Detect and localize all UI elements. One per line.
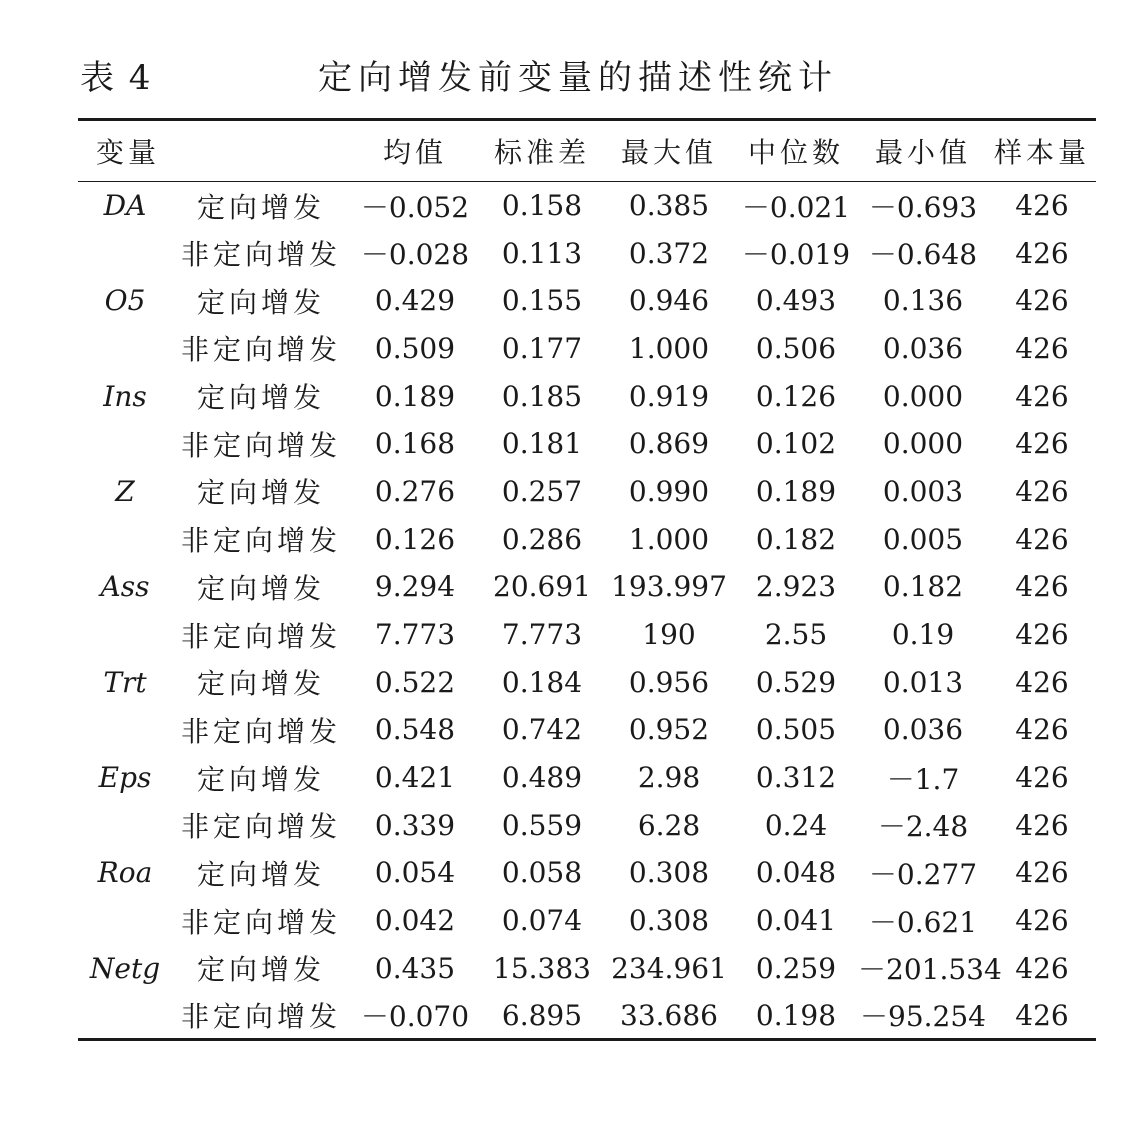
cell-group: 非定向增发	[180, 810, 341, 844]
cell-median: 0.506	[755, 331, 837, 365]
cell-sample-size: 426	[1015, 713, 1069, 747]
cell-group: 非定向增发	[180, 333, 341, 367]
cell-sample-size: 426	[1015, 427, 1069, 461]
cell-median: 0.24	[764, 808, 828, 842]
cell-median: 0.259	[755, 951, 837, 985]
cell-max: 190	[642, 618, 696, 652]
cell-mean: －0.070	[350, 992, 480, 1040]
cell-min: 0.003	[882, 474, 964, 508]
table-row	[78, 515, 1096, 563]
cell-median: 0.182	[755, 522, 837, 556]
cell-std: 0.257	[501, 474, 583, 508]
cell-min: 0.036	[882, 713, 964, 747]
table-row	[78, 277, 1096, 325]
cell-variable	[78, 229, 172, 277]
cell-std: 0.185	[501, 379, 583, 413]
cell-std: 0.742	[501, 713, 583, 747]
cell-min: 0.19	[891, 618, 955, 652]
table-row	[78, 372, 1096, 420]
cell-max: 0.990	[628, 474, 710, 508]
cell-group: 非定向增发	[180, 238, 341, 272]
cell-group: 非定向增发	[172, 992, 350, 1040]
cell-variable: Roa	[97, 856, 153, 890]
cell-max: 0.385	[628, 189, 710, 223]
cell-variable: Ins	[103, 379, 147, 413]
cell-min: －2.48	[877, 810, 969, 844]
cell-max: 0.308	[628, 856, 710, 890]
cell-variable	[78, 611, 172, 659]
table-row	[78, 229, 1096, 277]
cell-group: 定向增发	[196, 190, 325, 224]
cell-mean: 7.773	[374, 618, 456, 652]
cell-mean: 0.189	[374, 379, 456, 413]
cell-std: 0.184	[501, 665, 583, 699]
cell-median: 0.505	[755, 713, 837, 747]
header-sample-size: 样本量	[988, 120, 1096, 182]
cell-mean: 0.435	[374, 951, 456, 985]
cell-group: 定向增发	[196, 953, 325, 987]
cell-median: 0.198	[734, 992, 858, 1040]
cell-group: 非定向增发	[180, 428, 341, 462]
cell-group: 定向增发	[196, 762, 325, 796]
header-max: 最大值	[604, 120, 734, 182]
cell-min: －0.648	[868, 238, 978, 272]
cell-sample-size: 426	[1015, 570, 1069, 604]
cell-variable	[78, 515, 172, 563]
cell-max: 0.952	[628, 713, 710, 747]
table-row	[78, 801, 1096, 849]
cell-max: 0.372	[628, 236, 710, 270]
cell-group: 定向增发	[196, 667, 325, 701]
table-row	[78, 945, 1096, 993]
table-row	[78, 420, 1096, 468]
cell-max: 0.956	[628, 665, 710, 699]
cell-max: 1.000	[628, 331, 710, 365]
cell-median: 0.126	[755, 379, 837, 413]
cell-std: 0.058	[501, 856, 583, 890]
cell-sample-size: 426	[988, 992, 1096, 1040]
header-mean: 均值	[350, 120, 480, 182]
cell-min: －95.254	[858, 992, 988, 1040]
table-row	[78, 611, 1096, 659]
cell-variable: Netg	[89, 951, 161, 985]
cell-sample-size: 426	[1015, 284, 1069, 318]
cell-variable	[78, 992, 172, 1040]
cell-variable	[78, 420, 172, 468]
cell-group: 非定向增发	[180, 619, 341, 653]
cell-min: 0.036	[882, 331, 964, 365]
cell-std: 0.286	[501, 522, 583, 556]
header-median: 中位数	[734, 120, 858, 182]
cell-variable: Eps	[98, 761, 152, 795]
cell-max: 1.000	[628, 522, 710, 556]
cell-sample-size: 426	[1015, 761, 1069, 795]
cell-mean: －0.052	[360, 190, 470, 224]
cell-sample-size: 426	[1015, 856, 1069, 890]
header-variable: 变量	[78, 120, 172, 182]
cell-max: 0.946	[628, 284, 710, 318]
table-row	[78, 325, 1096, 373]
table-number: 表 4	[80, 58, 153, 98]
cell-sample-size: 426	[1015, 618, 1069, 652]
table-row	[78, 992, 1096, 1040]
descriptive-statistics-table	[78, 118, 1096, 1041]
cell-median: 2.55	[764, 618, 828, 652]
cell-std: 15.383	[493, 951, 591, 985]
table-row	[78, 658, 1096, 706]
cell-variable	[78, 325, 172, 373]
cell-mean: 9.294	[374, 570, 456, 604]
cell-sample-size: 426	[1015, 331, 1069, 365]
cell-max: 0.919	[628, 379, 710, 413]
cell-group: 定向增发	[196, 381, 325, 415]
cell-variable: Z	[115, 474, 135, 508]
cell-variable: DA	[103, 189, 147, 223]
cell-sample-size: 426	[1015, 665, 1069, 699]
cell-variable: Ass	[100, 570, 150, 604]
cell-mean: 0.126	[374, 522, 456, 556]
cell-mean: －0.028	[360, 238, 470, 272]
cell-group: 非定向增发	[180, 524, 341, 558]
cell-std: 0.074	[501, 904, 583, 938]
cell-sample-size: 426	[1015, 951, 1069, 985]
cell-group: 非定向增发	[180, 905, 341, 939]
cell-sample-size: 426	[1015, 522, 1069, 556]
table-row	[78, 563, 1096, 611]
cell-variable: O5	[104, 284, 146, 318]
table-caption	[0, 44, 1143, 104]
cell-mean: 0.042	[374, 904, 456, 938]
cell-group: 非定向增发	[180, 714, 341, 748]
cell-max: 33.686	[604, 992, 734, 1040]
cell-group: 定向增发	[196, 285, 325, 319]
cell-min: 0.000	[882, 379, 964, 413]
cell-min: －0.621	[868, 905, 978, 939]
cell-median: 0.493	[755, 284, 837, 318]
cell-median: 0.102	[755, 427, 837, 461]
header-min: 最小值	[858, 120, 988, 182]
table-body	[78, 182, 1096, 1040]
cell-max: 6.28	[637, 808, 701, 842]
header-group	[172, 120, 350, 182]
cell-mean: 0.429	[374, 284, 456, 318]
header-std: 标准差	[480, 120, 604, 182]
cell-std: 0.489	[501, 761, 583, 795]
cell-std: 0.155	[501, 284, 583, 318]
cell-min: －1.7	[886, 762, 960, 796]
cell-group: 定向增发	[196, 857, 325, 891]
table-row	[78, 897, 1096, 945]
cell-std: 0.181	[501, 427, 583, 461]
cell-mean: 0.168	[374, 427, 456, 461]
cell-max: 2.98	[637, 761, 701, 795]
cell-min: －0.277	[868, 857, 978, 891]
table-row	[78, 849, 1096, 897]
cell-median: 2.923	[755, 570, 837, 604]
table-row	[78, 706, 1096, 754]
cell-median: －0.021	[741, 190, 851, 224]
table-row	[78, 468, 1096, 516]
cell-variable	[78, 897, 172, 945]
cell-min: 0.136	[882, 284, 964, 318]
cell-group: 定向增发	[196, 476, 325, 510]
cell-std: 0.177	[501, 331, 583, 365]
cell-sample-size: 426	[1015, 189, 1069, 223]
table-row	[78, 182, 1096, 230]
cell-max: 0.869	[628, 427, 710, 461]
cell-min: －201.534	[858, 953, 1002, 987]
cell-sample-size: 426	[1015, 808, 1069, 842]
table-title: 定向增发前变量的描述性统计	[318, 58, 838, 98]
cell-sample-size: 426	[1015, 236, 1069, 270]
cell-sample-size: 426	[1015, 474, 1069, 508]
table-header-row	[78, 120, 1096, 182]
cell-mean: 0.548	[374, 713, 456, 747]
table-row	[78, 754, 1096, 802]
cell-median: 0.529	[755, 665, 837, 699]
cell-median: －0.019	[741, 238, 851, 272]
cell-min: 0.005	[882, 522, 964, 556]
cell-mean: 0.054	[374, 856, 456, 890]
cell-min: 0.182	[882, 570, 964, 604]
cell-min: 0.000	[882, 427, 964, 461]
cell-min: 0.013	[882, 665, 964, 699]
cell-min: －0.693	[868, 190, 978, 224]
cell-std: 6.895	[480, 992, 604, 1040]
cell-std: 0.158	[501, 189, 583, 223]
cell-group: 定向增发	[196, 571, 325, 605]
cell-std: 0.559	[501, 808, 583, 842]
cell-sample-size: 426	[1015, 379, 1069, 413]
cell-mean: 0.421	[374, 761, 456, 795]
cell-median: 0.048	[755, 856, 837, 890]
cell-mean: 0.522	[374, 665, 456, 699]
cell-variable	[78, 801, 172, 849]
cell-max: 0.308	[628, 904, 710, 938]
cell-sample-size: 426	[1015, 904, 1069, 938]
cell-variable: Trt	[103, 665, 147, 699]
cell-max: 234.961	[611, 951, 727, 985]
cell-median: 0.041	[755, 904, 837, 938]
cell-median: 0.189	[755, 474, 837, 508]
cell-mean: 0.276	[374, 474, 456, 508]
cell-mean: 0.339	[374, 808, 456, 842]
cell-std: 20.691	[493, 570, 591, 604]
cell-mean: 0.509	[374, 331, 456, 365]
cell-std: 7.773	[501, 618, 583, 652]
cell-std: 0.113	[501, 236, 583, 270]
cell-median: 0.312	[755, 761, 837, 795]
cell-variable	[78, 706, 172, 754]
cell-max: 193.997	[611, 570, 727, 604]
